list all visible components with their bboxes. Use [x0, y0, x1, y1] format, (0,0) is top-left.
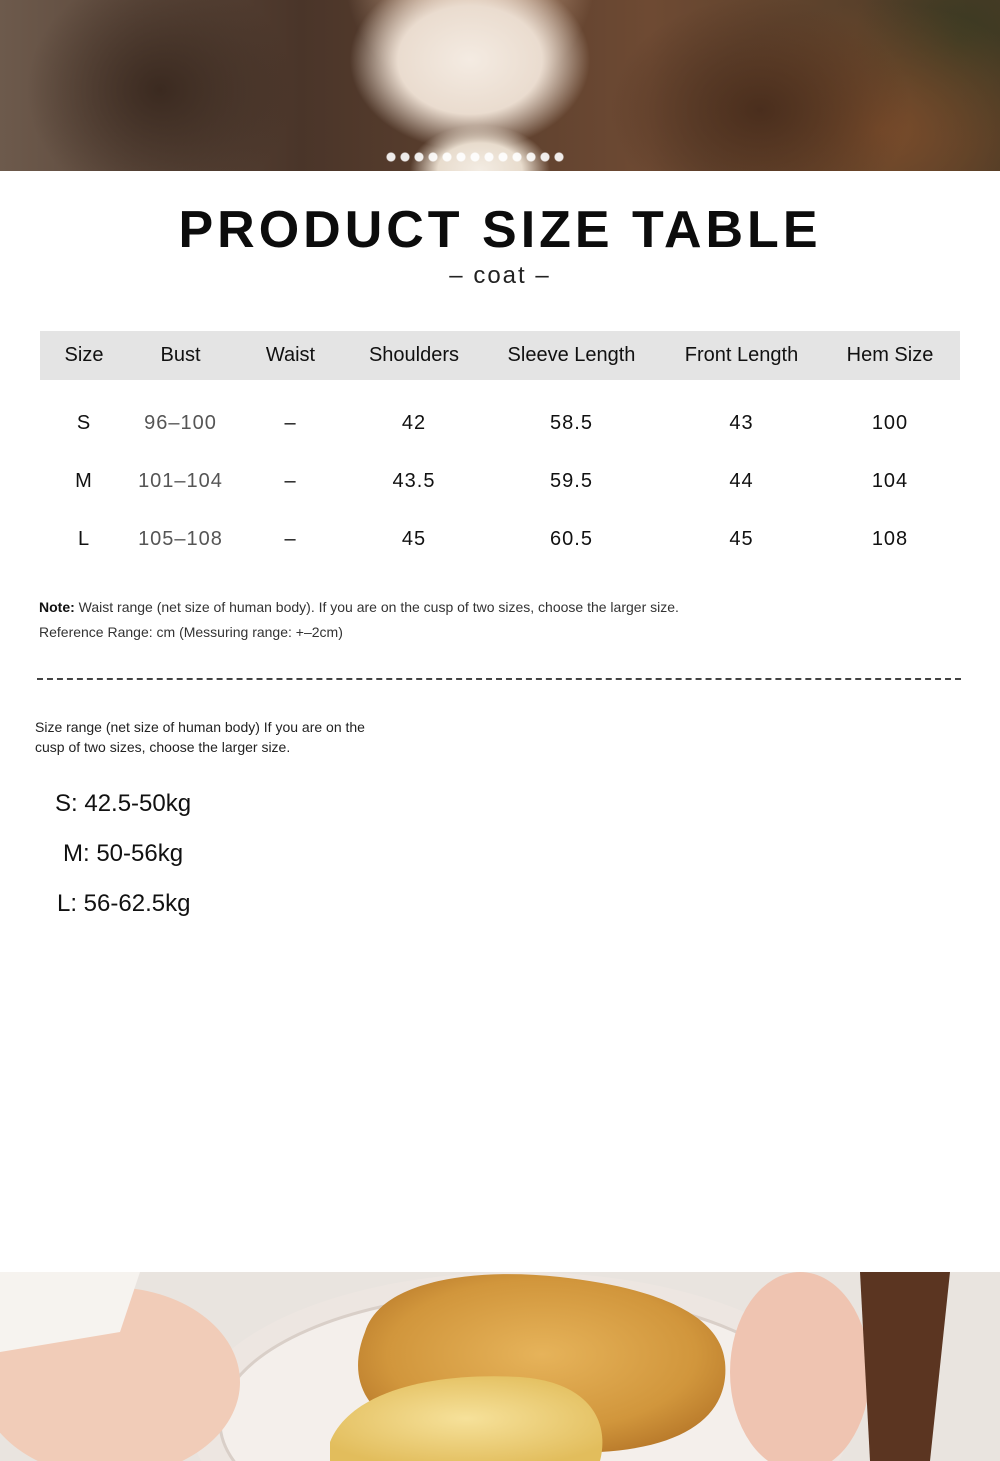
- table-header-row: [40, 331, 960, 380]
- cell-front-length: 44: [729, 469, 754, 492]
- column-header-bust: Bust: [128, 331, 233, 380]
- cell-sleeve-length: 59.5: [550, 469, 593, 492]
- weight-item-l: L: 56-62.5kg: [57, 890, 191, 917]
- cell-size: M: [75, 469, 93, 492]
- cell-front-length: 45: [729, 527, 754, 550]
- cell-waist: –: [284, 469, 297, 492]
- cell-shoulders: 42: [401, 411, 427, 434]
- table-row: [40, 380, 960, 452]
- pearl-necklace: [385, 148, 565, 166]
- column-header-front-length: Front Length: [663, 331, 820, 380]
- cell-size: L: [77, 527, 91, 550]
- cell-hem-size: 104: [871, 469, 909, 492]
- note-label: Note:: [39, 599, 75, 615]
- size-table: [40, 331, 960, 568]
- note-text: Waist range (net size of human body). If you are on the cusp of two sizes, choose the larger size.: [74, 599, 679, 615]
- cell-waist: –: [284, 411, 297, 434]
- reference-range: Reference Range: cm (Messuring range: +–2cm): [39, 624, 343, 640]
- table-row: [40, 452, 960, 510]
- column-header-waist: Waist: [233, 331, 348, 380]
- cell-size: S: [76, 411, 92, 434]
- column-header-sleeve-length: Sleeve Length: [480, 331, 663, 380]
- page-title: PRODUCT SIZE TABLE: [178, 201, 822, 259]
- size-range-description: Size range (net size of human body) If you are on the cusp of two sizes, choose the larger size.: [35, 719, 365, 755]
- weight-item-m: M: 50-56kg: [63, 840, 184, 867]
- cell-bust: 101–104: [138, 469, 223, 492]
- cell-hem-size: 108: [871, 527, 909, 550]
- bread-plate-illustration: [0, 1272, 1000, 1461]
- size-note: [39, 595, 679, 645]
- cell-shoulders: 43.5: [392, 469, 436, 492]
- column-header-size: Size: [40, 331, 128, 380]
- bottom-product-photo: [0, 1272, 1000, 1461]
- cell-front-length: 43: [729, 411, 754, 434]
- cell-hem-size: 100: [871, 411, 909, 434]
- column-header-shoulders: Shoulders: [348, 331, 480, 380]
- weight-list: [55, 786, 191, 936]
- cell-shoulders: 45: [401, 527, 427, 550]
- cell-waist: –: [284, 527, 297, 550]
- dashed-divider: [37, 678, 961, 680]
- note-line: [39, 595, 679, 620]
- cell-sleeve-length: 58.5: [550, 411, 593, 434]
- cell-bust: 96–100: [144, 411, 217, 434]
- cell-sleeve-length: 60.5: [550, 527, 593, 550]
- top-product-photo: [0, 0, 1000, 171]
- column-header-hem-size: Hem Size: [820, 331, 960, 380]
- page-subtitle: – coat –: [449, 262, 551, 289]
- cell-bust: 105–108: [138, 527, 223, 550]
- table-row: [40, 510, 960, 568]
- weight-item-s: S: 42.5-50kg: [55, 790, 192, 817]
